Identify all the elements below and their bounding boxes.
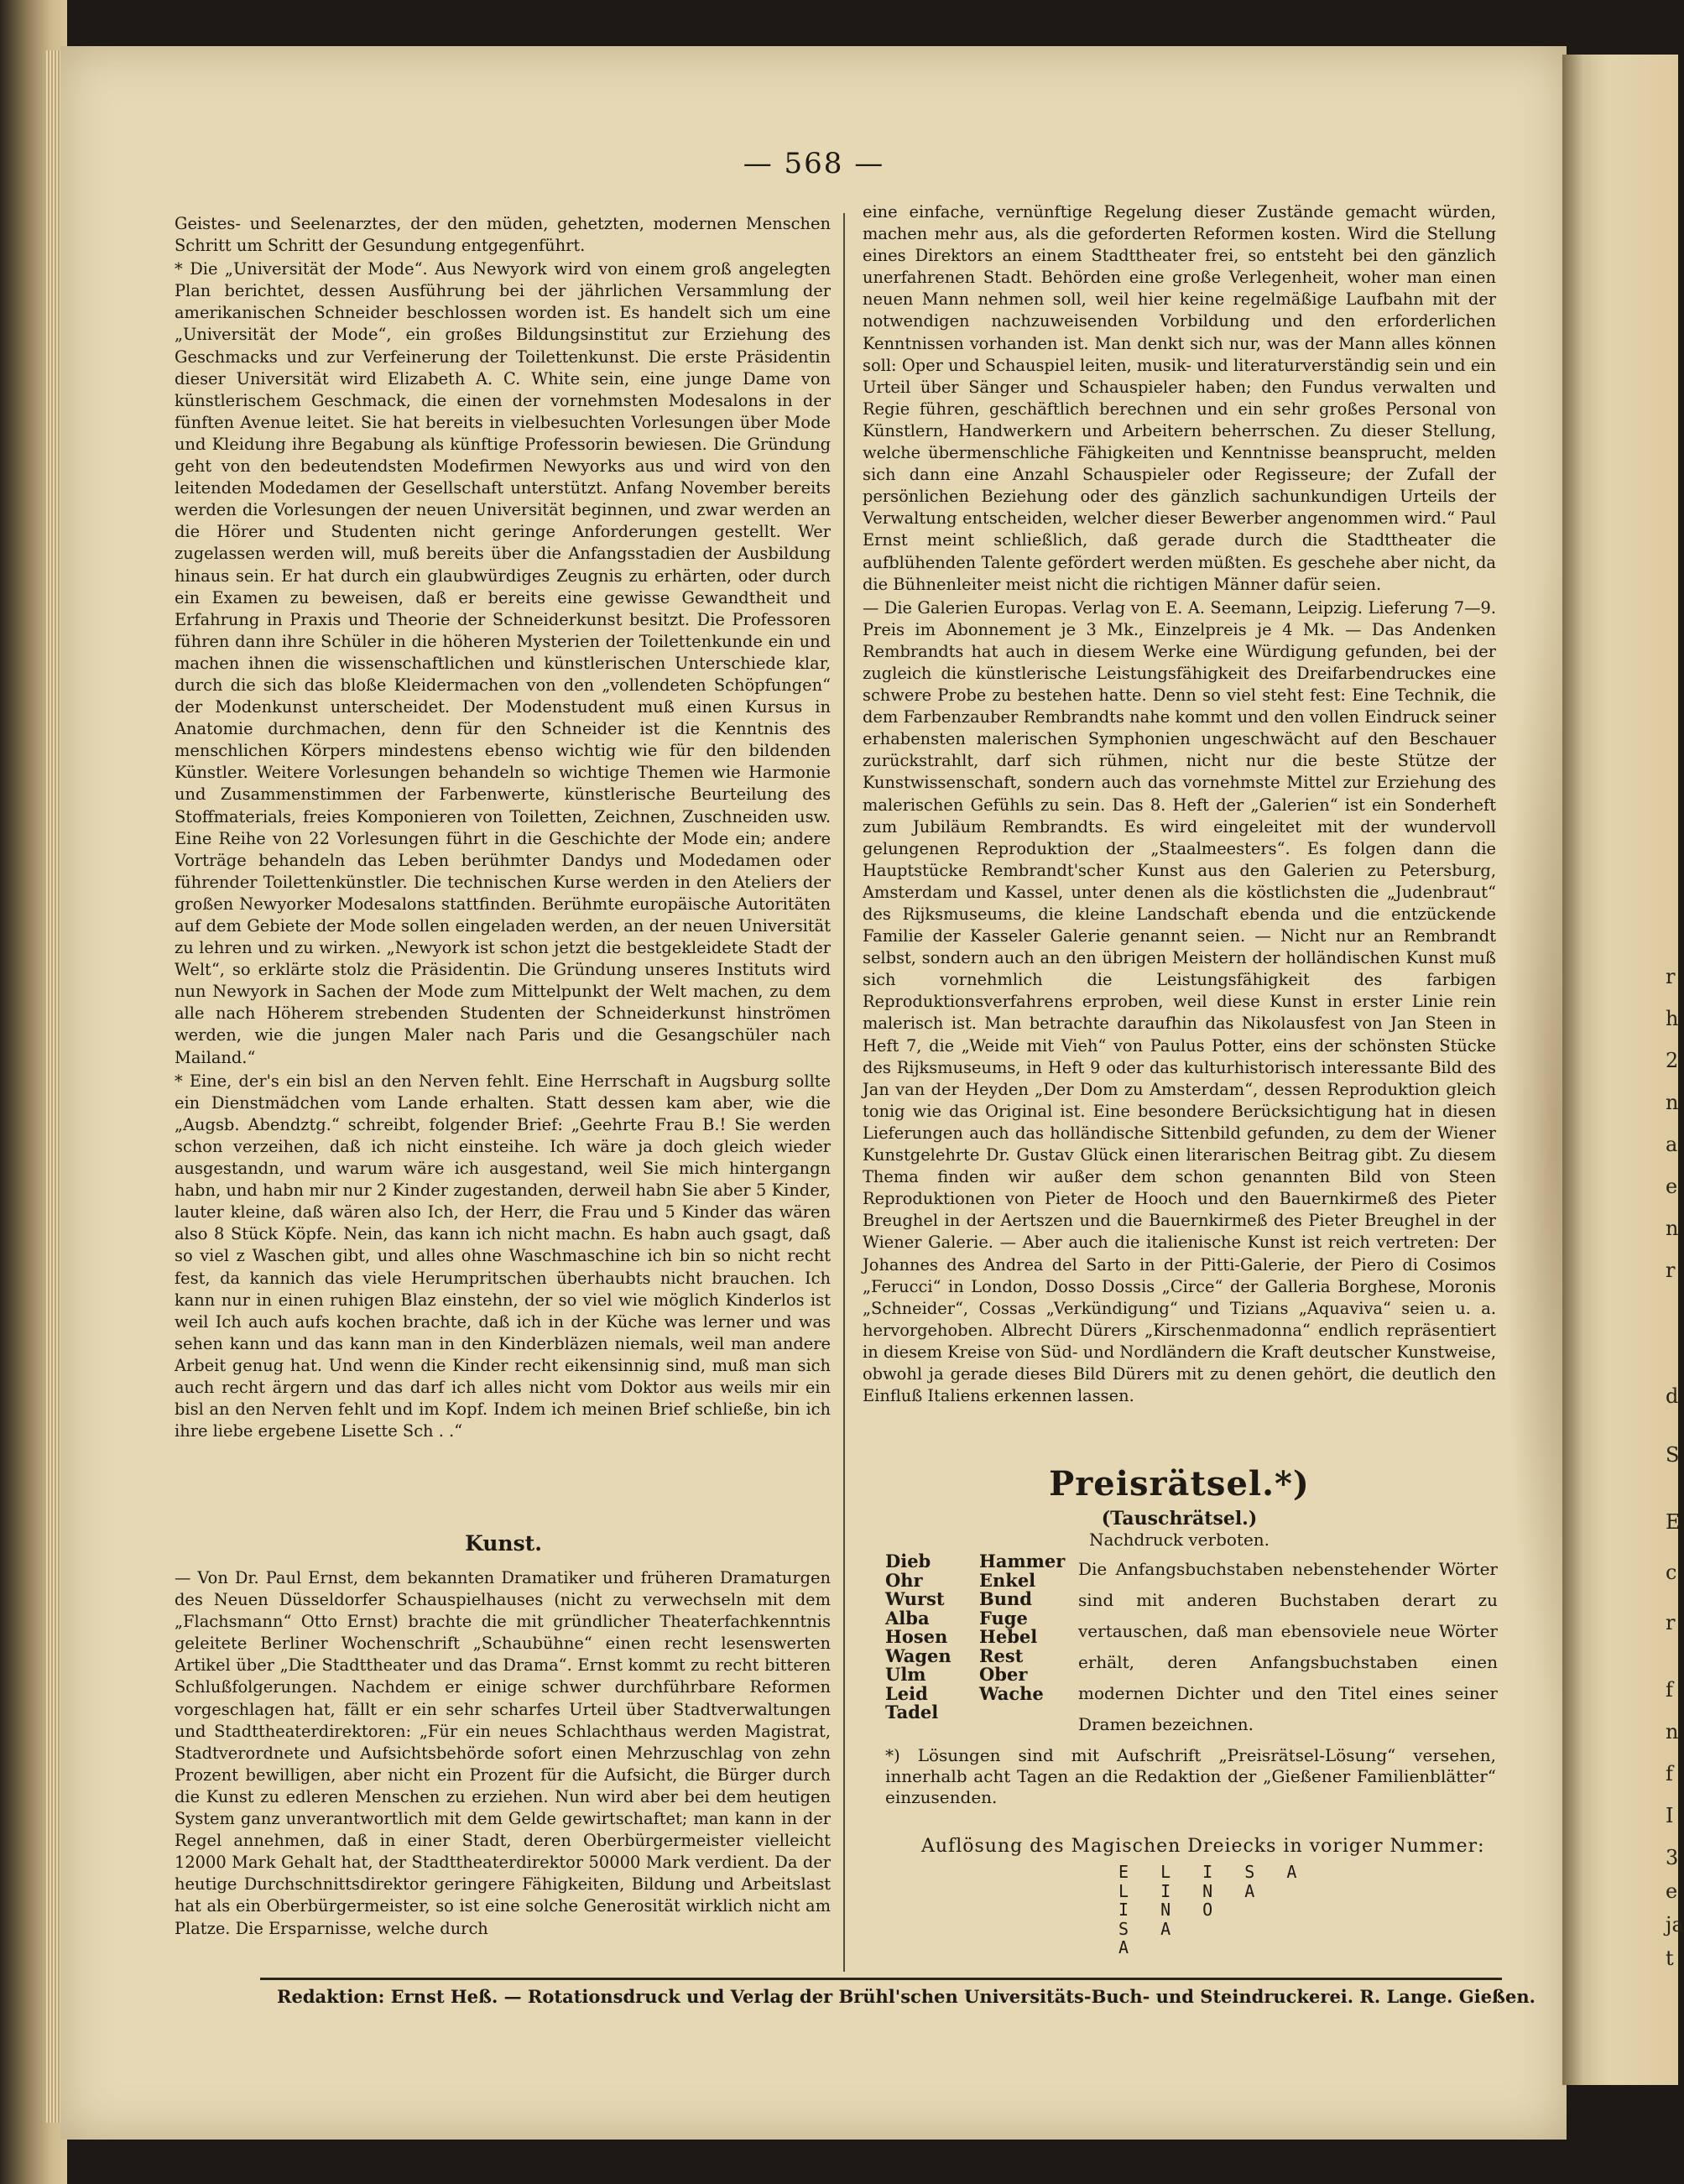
magic-row: I N O	[1118, 1900, 1224, 1920]
adjacent-page-edge	[1562, 55, 1678, 2085]
word: Ulm	[885, 1664, 926, 1685]
word-row	[885, 1628, 1087, 1647]
word: Tadel	[885, 1702, 939, 1723]
adjacent-page-letter: t	[1666, 1947, 1674, 1970]
word: Alba	[885, 1607, 930, 1629]
word: Enkel	[979, 1569, 1036, 1591]
word: Wache	[979, 1682, 1044, 1704]
adjacent-page-letter: f	[1666, 1762, 1673, 1785]
paper-stain	[1502, 545, 1569, 1720]
section-heading-kunst: Kunst.	[465, 1531, 542, 1556]
word: Hosen	[885, 1626, 948, 1647]
puzzle-title: Preisrätsel.*)	[1049, 1464, 1310, 1504]
paragraph-nerven-brief: * Eine, der's ein bisl an den Nerven fehlt. Eine Herrschaft in Augsburg sollte ein Dienstmädchen vom Lande erhalten. Statt dessen kam aber, wie die „Augsb. Abendztg.“ schreibt, folgender Brief: „Geehrte Frau B.! Sie werden schon verzeihen, daß ich nicht einsteihe. Ich wäre ja doch gleich wieder ausgestandn, und warum wäre ich ausgestand, weil Sie mich hintergangn habn, und habn mir nur 2 Kinder zugestanden, derweil habn Sie aber 5 Kinder, lauter kleine, daß wären also Ich, der Herr, die Frau und 5 Kinder das wären also 8 Stück Köpfe. Nein, das kann ich nicht machn. Es habn auch gsagt, daß so viel z Waschen gibt, und alles ohne Waschmaschine ich bin so nicht recht fest, da kannich das viele Herumpritschen überhaubts nicht brauchen. Ich kann nur in einen ruhigen Blaz einstehn, der so viel wie möglich Kinderlos ist weil Ich auch aufs kochen brachte, daß ich in der Küche was lerner und was sehen kann und das kann man in den Kinderbläzen niemals, weil man andere Arbeit genug hat. Und wenn die Kinder recht eikensinnig sind, muß man sich auch recht ärgern und das darf ich alles nicht vom Doktor aus weils mir ein bisl an den Nerven fehlt und im Kopf. Indem ich meinen Brief schließe, bin ich ihre liebe ergebene Lisette Sch . .“	[175, 1071, 831, 1441]
magic-row: E L I S A	[1118, 1862, 1308, 1882]
word: Hebel	[979, 1626, 1038, 1647]
adjacent-page-letter: ja	[1666, 1913, 1684, 1936]
adjacent-page-letter: e	[1666, 1879, 1678, 1903]
page-number: — 568 —	[743, 147, 885, 180]
imprint-footer: Redaktion: Ernst Heß. — Rotationsdruck und Verlag der Brühl'schen Universitäts-Buch- und Steindruckerei. R. Lange. Gießen.	[277, 1986, 1535, 2007]
column-divider	[843, 213, 845, 1972]
puzzle-copyright-note: Nachdruck verboten.	[1088, 1530, 1270, 1550]
adjacent-page-letter: d	[1666, 1384, 1679, 1408]
adjacent-page-letter: n	[1666, 1091, 1679, 1114]
puzzle-word-table	[885, 1552, 1087, 1723]
adjacent-page-letter: c	[1666, 1561, 1677, 1584]
left-column	[175, 213, 831, 1442]
word: Wurst	[885, 1588, 945, 1609]
magic-row: L I N A	[1118, 1880, 1266, 1901]
word-row	[885, 1682, 1087, 1704]
word: Bund	[979, 1588, 1032, 1609]
adjacent-page-letter: a	[1666, 1133, 1678, 1156]
puzzle-instructions: Die Anfangsbuchstaben nebenstehender Wörter sind mit anderen Buchstaben derart zu vertauschen, daß man ebensoviele neue Wörter erhält, deren Anfangsbuchstaben einen modernen Dichter und den Titel eines seiner Dramen bezeichnen.	[1078, 1559, 1498, 1734]
adjacent-page-letter: r	[1666, 965, 1676, 988]
adjacent-page-letter: r	[1666, 1611, 1676, 1634]
word: Dieb	[885, 1551, 931, 1572]
left-column-kunst	[175, 1567, 831, 1940]
paragraph-universitaet-der-mode: * Die „Universität der Mode“. Aus Newyork wird von einem groß angelegten Plan berichtet, dessen Ausführung bei der jährlichen Versammlung der amerikanischen Schneider beschlossen worden ist. Es handelt sich um eine „Universität der Mode“, ein großes Bildungsinstitut zur Erziehung des Geschmacks und zur Verfeinerung der Toilettenkunst. Die erste Präsidentin dieser Universität wird Elizabeth A. C. White sein, eine junge Dame von künstlerischem Geschmack, die einen der vornehmsten Modesalons in der fünften Avenue leitet. Sie hat bereits in vielbesuchten Vorlesungen über Mode und Kleidung ihre Begabung als künftige Professorin bewiesen. Die Gründung geht von den bedeutendsten Modefirmen Newyorks aus und wird von den leitenden Modedamen der Gesellschaft unterstützt. Anfang November bereits werden die Vorlesungen der neuen Universität beginnen, und zwar werden an die Hörer und Studenten nicht geringe Anforderungen gestellt. Wer zugelassen werden will, muß bereits über die Anfangsstadien der Ausbildung hinaus sein. Er hat durch ein glaubwürdiges Zeugnis zu erhärten, oder durch ein Examen zu beweisen, daß er bereits eine gewisse Gewandtheit und Erfahrung in Praxis und Theorie der Schneiderkunst besitzt. Die Professoren führen dann ihre Schüler in die höheren Mysterien der Toilettenkunde ein und machen ihnen die wissenschaftlichen und künstlerischen Unterschiede klar, durch die sich das bloße Kleidermachen von den „vollendeten Schöpfungen“ der Modenkunst unterscheidet. Der Modenstudent muß einen Kursus in Anatomie durchmachen, denn für den Schneider ist die Kenntnis des menschlichen Körpers mindestens ebenso wichtig wie für den bildenden Künstler. Weitere Vorlesungen behandeln so wichtige Themen wie Harmonie und Zusammenstimmen der Farbenwerte, künstlerische Beurteilung des Stoffmaterials, freies Komponieren von Toiletten, Zeichnen, Zuschneiden usw. Eine Reihe von 22 Vorlesungen führt in die Geschichte der Mode ein; andere Vorträge behandeln das Leben berühmter Dandys und Modedamen oder führender Toilettenkünstler. Die technischen Kurse werden in den Ateliers der großen Newyorker Modesalons stattfinden. Berühmte europäische Autoritäten auf dem Gebiete der Mode sollen eingeladen werden, an der neuen Universität zu lehren und zu wirken. „Newyork ist schon jetzt die bestgekleidete Stadt der Welt“, so erklärte stolz die Präsidentin. Die Gründung unseres Instituts wird nun Newyork in Sachen der Mode zum Mittelpunkt der Welt machen, zu dem alle nach Höherem strebenden Studenten der Schneiderkunst hinströmen werden, wie die jungen Maler nach Paris und die Gesangschüler nach Mailand.“	[175, 259, 831, 1067]
adjacent-page-letter: I	[1666, 1804, 1674, 1827]
adjacent-page-letter: e	[1666, 1175, 1678, 1198]
word-row	[885, 1703, 1087, 1723]
paragraph-stadttheater-cont: eine einfache, vernünftige Regelung dieser Zustände gemacht würden, machen mehr aus, als die geforderten Reformen kosten. Wird die Stellung eines Direktors an einem Stadttheater frei, so entsteht bei den gänzlich unerfahrenen Stadt. Behörden eine große Verlegenheit, woher man einen neuen Mann nehmen soll, weil hier keine regelmäßige Laufbahn mit der notwendigen nachzuweisenden Vorbildung und den erforderlichen Kenntnissen vorhanden ist. Man denkt sich nur, was der Mann alles können soll: Oper und Schauspiel leiten, musik- und literaturverständig sein und ein Urteil über Sänger und Schauspieler haben; den Fundus verwalten und Regie führen, geschäftlich berechnen und ein sehr großes Personal von Künstlern, Handwerkern und Arbeitern beherrschen. Zu dieser Stellung, welche übermenschliche Fähigkeiten und Kenntnisse beansprucht, melden sich dann eine Anzahl Schauspieler oder Regisseure; der Zufall der persönlichen Beziehung oder des gänzlich sachunkundigen Urteils der Verwaltung entscheiden, welcher dieser Bewerber angenommen wird.“ Paul Ernst meint schließlich, daß gerade durch die Stadttheater die aufblühenden Talente gefördert werden müßten. Es geschehe aber nicht, da die Bühnenleiter meist nicht die richtigen Männer dafür seien.	[863, 202, 1496, 594]
word: Ohr	[885, 1569, 923, 1591]
word: Rest	[979, 1645, 1024, 1666]
word: Hammer	[979, 1551, 1066, 1572]
adjacent-page-letter: n	[1666, 1720, 1679, 1744]
footer-divider	[260, 1978, 1502, 1980]
magic-row: S A	[1118, 1918, 1182, 1939]
puzzle-subtitle: (Tauschrätsel.)	[1101, 1508, 1258, 1530]
puzzle-solution-note: *) Lösungen sind mit Aufschrift „Preisrätsel-Lösung“ versehen, innerhalb acht Tagen an die Redaktion der „Gießener Familienblätter“ einzusenden.	[885, 1745, 1496, 1807]
word-row	[885, 1552, 1087, 1572]
word: Ober	[979, 1664, 1028, 1685]
magic-triangle-solution	[1118, 1863, 1307, 1957]
word-row	[885, 1569, 1087, 1591]
paragraph-paul-ernst: — Von Dr. Paul Ernst, dem bekannten Dramatiker und früheren Dramaturgen des Neuen Düsseldorfer Schauspielhauses (nicht zu verwechseln mit dem „Flachsmann“ Otto Ernst) brachte die mit gründlicher Theaterfachkenntnis geleitete Berliner Wochenschrift „Schaubühne“ einen recht lesenswerten Artikel über „Die Stadttheater und das Drama“. Ernst kommt zu recht bitteren Schlußfolgerungen. Nachdem er einige schwer durchführbare Reformen vorgeschlagen hat, fällt er ein sehr scharfes Urteil über Stadtverwaltungen und Stadttheaterdirektoren: „Für ein neues Schlachthaus werden Magistrat, Stadtverordnete und Aufsichtsbehörde sofort einen Mehrzuschlag von zehn Prozent bewilligen, aber nicht ein Prozent für die Aufsicht, die Bürger durch die Kunst zu edleren Menschen zu erziehen. Nun wird aber bei dem heutigen System ganz unverantwortlich mit dem Gelde gewirtschaftet; man kann in der Regel annehmen, daß in einer Stadt, deren Oberbürgermeister vielleicht 12000 Mark Gehalt hat, der Stadttheaterdirektor 50000 Mark verdient. Da der heutige Durchschnittsdirektor geringere Fähigkeiten, Bildung und Arbeitslast hat als ein Oberbürgermeister, so ist eine solche Generosität wirklich nicht am Platze. Die Ersparnisse, welche durch	[175, 1568, 831, 1938]
word: Wagen	[885, 1645, 951, 1666]
word-row	[885, 1609, 1087, 1629]
magic-triangle-heading: Auflösung des Magischen Dreiecks in voriger Nummer:	[921, 1836, 1485, 1857]
adjacent-page-letter: S	[1666, 1443, 1680, 1467]
adjacent-page-letter: n	[1666, 1217, 1679, 1240]
adjacent-page-letter: 3	[1666, 1846, 1679, 1869]
word-row	[885, 1590, 1087, 1609]
word: Leid	[885, 1682, 928, 1704]
word: Fuge	[979, 1607, 1028, 1629]
adjacent-page-letter: r	[1666, 1259, 1676, 1282]
word-row	[885, 1647, 1087, 1666]
paragraph-seelenarzt-end: Geistes- und Seelenarztes, der den müden, gehetzten, modernen Menschen Schritt um Schritt der Gesundung entgegenführt.	[175, 214, 831, 256]
adjacent-page-letter: h	[1666, 1007, 1679, 1030]
right-column	[863, 201, 1496, 1407]
adjacent-page-letter: E	[1666, 1510, 1681, 1534]
magic-row: A	[1118, 1937, 1140, 1957]
adjacent-page-letter: 2	[1666, 1049, 1679, 1072]
paragraph-galerien-europas: — Die Galerien Europas. Verlag von E. A. Seemann, Leipzig. Lieferung 7—9. Preis im Abonnement je 3 Mk., Einzelpreis je 4 Mk. — Das Andenken Rembrandts hat auch in diesem Werke eine Würdigung gefunden, bei der zugleich die künstlerische Leistungsfähigkeit des Dreifarbendruckes eine schwere Probe zu bestehen hatte. Denn so viel steht fest: Eine Technik, die dem Farbenzauber Rembrandts nahe kommt und den vollen Eindruck seiner erhabensten malerischen Symphonien ungeschwächt auf den Beschauer zurückstrahlt, darf sich rühmen, nicht nur die beste Stütze der Kunstwissenschaft, sondern auch das vornehmste Mittel zur Erziehung des malerischen Gefühls zu sein. Das 8. Heft der „Galerien“ ist ein Sonderheft zum Jubiläum Rembrandts. Es wird eingeleitet mit der wundervoll gelungenen Reproduktion der „Staalmeesters“. Es folgen dann die Hauptstücke Rembrandt'scher Kunst aus den Galerien zu Petersburg, Amsterdam und Kassel, unter denen als die köstlichsten die „Judenbraut“ des Rijksmuseums, die kleine Landschaft ebenda und die entzückende Familie der Kasseler Galerie genannt seien. — Nicht nur an Rembrandt selbst, sondern auch an den übrigen Meistern der holländischen Kunst muß sich vornehmlich die Leistungsfähigkeit des farbigen Reproduktionsverfahrens erproben, weil diese Kunst in erster Linie rein malerisch ist. Man betrachte daraufhin das Nikolausfest von Jan Steen in Heft 7, die „Weide mit Vieh“ von Paulus Potter, eins der schönsten Stücke des Rijksmuseums, in Heft 9 oder das kulturhistorisch interessante Bild des Jan van der Heyden „Der Dom zu Amsterdam“, dessen Reproduktion gleich tonig wie das Original ist. Eine besondere Berücksichtigung hat in diesen Lieferungen auch das holländische Sittenbild gefunden, zu dem der Wiener Kunstgelehrte Dr. Gustav Glück einen literarischen Beitrag gibt. Zu diesem Thema finden wir außer dem schon genannten Bild von Steen Reproduktionen von Pieter de Hooch und den Bauernkirmeß des Pieter Breughel in der Aertszen und die Bauernkirmeß des Pieter Breughel in der Wiener Galerie. — Aber auch die italienische Kunst ist reich vertreten: Der Johannes des Andrea del Sarto in der Pitti-Galerie, der Piero di Cosimos „Ferucci“ in London, Dosso Dossis „Circe“ der Galleria Borghese, Moronis „Schneider“, Cossas „Verkündigung“ und Tizians „Aquaviva“ seien u. a. hervorgehoben. Albrecht Dürers „Kirschenmadonna“ endlich repräsentiert in diesem Kreise von Süd- und Nordländern die Kraft deutscher Kunstweise, obwohl ja gerade dieses Bild Dürers mit zu denen gehört, die deutlich den Einfluß Italiens erkennen lassen.	[863, 597, 1496, 1406]
word-row	[885, 1665, 1087, 1685]
adjacent-page-letter: f	[1666, 1678, 1673, 1702]
